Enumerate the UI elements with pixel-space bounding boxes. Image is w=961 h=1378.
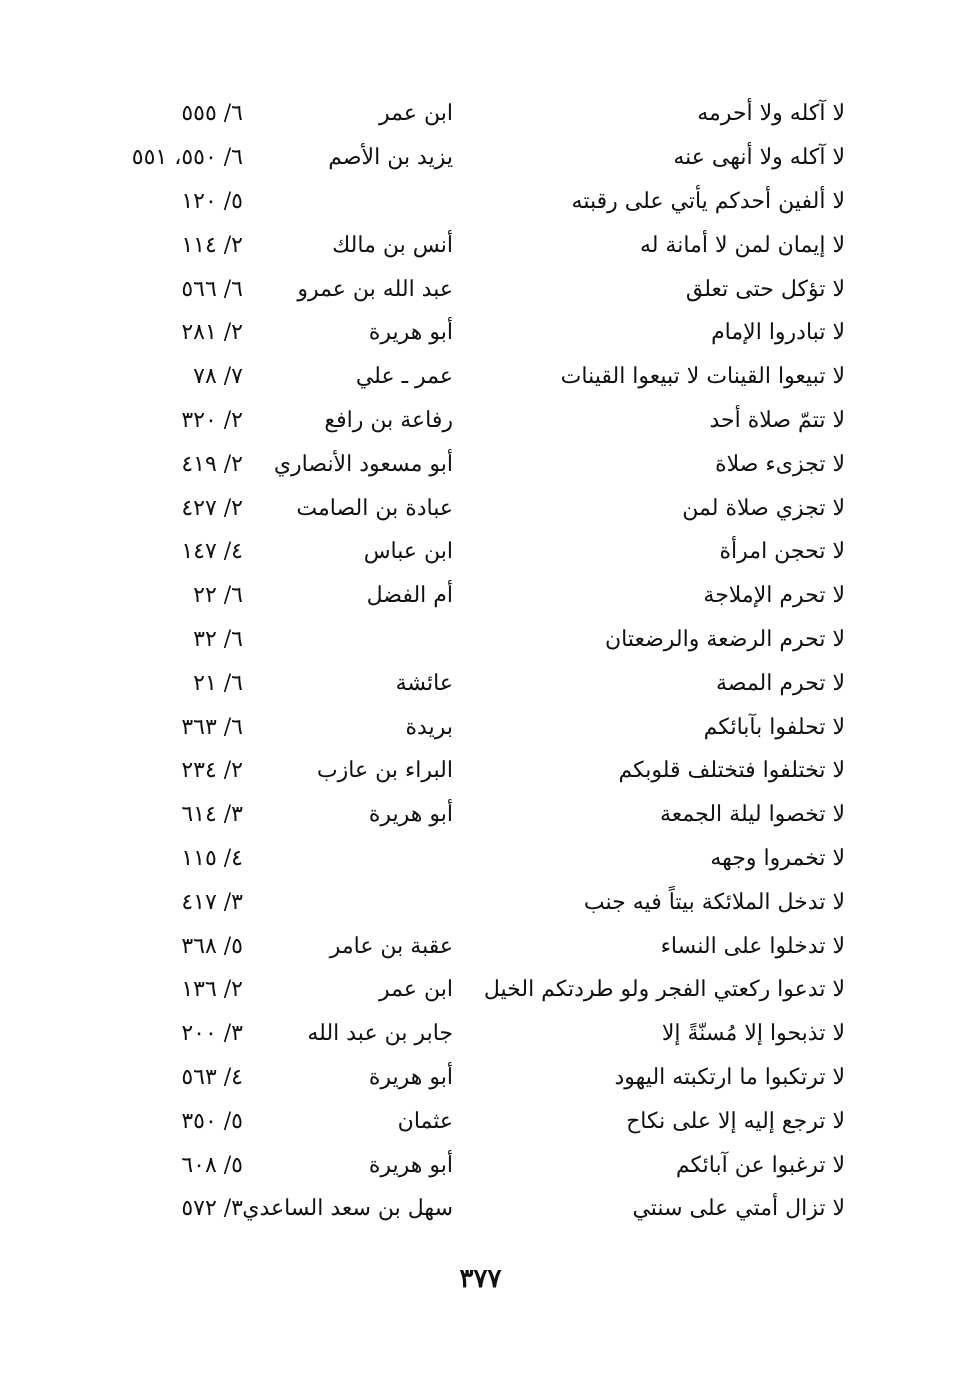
- narrator: عمر ـ علي: [355, 364, 453, 390]
- table-row: [120, 442, 845, 486]
- table-row: [120, 924, 845, 968]
- table-row: [120, 1143, 845, 1187]
- table-row: [120, 837, 845, 881]
- narrator: أبو هريرة: [368, 1152, 453, 1178]
- volume-page-ref: ٢/ ١٣٦: [181, 977, 243, 1003]
- volume-page-ref: ٥/ ٣٦٨: [181, 933, 243, 959]
- narrator: عقبة بن عامر: [329, 933, 453, 959]
- table-row: [120, 574, 845, 618]
- narrator: أم الفضل: [366, 583, 453, 609]
- table-row: [120, 267, 845, 311]
- hadith-text: لا آكله ولا أحرمه: [697, 101, 845, 127]
- table-row: [120, 180, 845, 224]
- volume-page-ref: ٣/ ٥٧٢: [181, 1196, 243, 1222]
- narrator: عائشة: [395, 670, 453, 696]
- volume-page-ref: ٤/ ٥٦٣: [181, 1064, 243, 1090]
- hadith-text: لا تدخلوا على النساء: [660, 933, 845, 959]
- hadith-text: لا تؤكل حتى تعلق: [685, 276, 845, 302]
- table-row: [120, 136, 845, 180]
- volume-page-ref: ٣/ ٢٠٠: [181, 1021, 243, 1047]
- narrator: عبادة بن الصامت: [296, 495, 453, 521]
- hadith-text: لا إيمان لمن لا أمانة له: [639, 232, 845, 258]
- hadith-text: لا ترتكبوا ما ارتكبته اليهود: [614, 1064, 845, 1090]
- volume-page-ref: ٢/ ١١٤: [181, 232, 243, 258]
- volume-page-ref: ٣/ ٤١٧: [181, 889, 243, 915]
- hadith-text: لا تخصوا ليلة الجمعة: [660, 802, 845, 828]
- hadith-text: لا تدعوا ركعتي الفجر ولو طردتكم الخيل: [483, 977, 845, 1003]
- volume-page-ref: ٦/ ٣٢: [193, 626, 243, 652]
- hadith-text: لا ترجع إليه إلا على نكاح: [626, 1108, 845, 1134]
- volume-page-ref: ٦/ ٥٦٦: [181, 276, 243, 302]
- table-row: [120, 618, 845, 662]
- volume-page-ref: ٦/ ٣٦٣: [181, 714, 243, 740]
- table-row: [120, 486, 845, 530]
- table-row: [120, 399, 845, 443]
- volume-page-ref: ٢/ ٤٢٧: [181, 495, 243, 521]
- hadith-text: لا تجزي صلاة لمن: [682, 495, 845, 521]
- hadith-text: لا تتمّ صلاة أحد: [709, 407, 845, 433]
- narrator: ابن عباس: [363, 539, 453, 565]
- volume-page-ref: ٧/ ٧٨: [193, 364, 243, 390]
- hadith-text: لا تحرم الإملاجة: [703, 583, 845, 609]
- table-row: [120, 1056, 845, 1100]
- table-row: [120, 1187, 845, 1231]
- page-number: ٣٧٧: [459, 1264, 502, 1294]
- hadith-text: لا تحلفوا بآبائكم: [703, 714, 845, 740]
- table-row: [120, 530, 845, 574]
- hadith-text: لا تدخل الملائكة بيتاً فيه جنب: [583, 889, 845, 915]
- table-row: [120, 92, 845, 136]
- volume-page-ref: ٢/ ٢٨١: [181, 320, 243, 346]
- table-row: [120, 1099, 845, 1143]
- narrator: ابن عمر: [379, 101, 453, 127]
- volume-page-ref: ٦/ ٥٥٥: [181, 101, 243, 127]
- hadith-text: لا ترغبوا عن آبائكم: [675, 1152, 845, 1178]
- narrator: أبو هريرة: [368, 802, 453, 828]
- table-row: [120, 968, 845, 1012]
- volume-page-ref: ٢/ ٤١٩: [181, 451, 243, 477]
- volume-page-ref: ٦/ ٥٥٠، ٥٥١: [131, 145, 243, 171]
- table-row: [120, 880, 845, 924]
- table-row: [120, 311, 845, 355]
- volume-page-ref: ٢/ ٣٢٠: [181, 407, 243, 433]
- hadith-text: لا تخمروا وجهه: [710, 845, 845, 871]
- narrator: رفاعة بن رافع: [324, 407, 453, 433]
- hadith-text: لا تبادروا الإمام: [711, 320, 845, 346]
- narrator: أبو هريرة: [368, 320, 453, 346]
- volume-page-ref: ٥/ ٣٥٠: [181, 1108, 243, 1134]
- hadith-text: لا تختلفوا فتختلف قلوبكم: [618, 758, 845, 784]
- table-row: [120, 705, 845, 749]
- narrator: ابن عمر: [379, 977, 453, 1003]
- narrator: يزيد بن الأصم: [328, 145, 453, 171]
- hadith-text: لا ألفين أحدكم يأتي على رقبته: [571, 188, 845, 214]
- volume-page-ref: ٣/ ٦١٤: [181, 802, 243, 828]
- hadith-text: لا تزال أمتي على سنتي: [632, 1196, 845, 1222]
- narrator: البراء بن عازب: [316, 758, 453, 784]
- hadith-text: لا تحجن امرأة: [719, 539, 845, 565]
- hadith-text: لا تذبحوا إلا مُسنّةً إلا: [661, 1021, 845, 1047]
- volume-page-ref: ٦/ ٢١: [193, 670, 243, 696]
- volume-page-ref: ٥/ ٦٠٨: [181, 1152, 243, 1178]
- table-row: [120, 1012, 845, 1056]
- hadith-text: لا تجزىء صلاة: [715, 451, 845, 477]
- hadith-text: لا آكله ولا أنهى عنه: [673, 145, 845, 171]
- volume-page-ref: ٢/ ٢٣٤: [181, 758, 243, 784]
- hadith-text: لا تبيعوا القينات لا تبيعوا القينات: [560, 364, 845, 390]
- volume-page-ref: ٤/ ١٤٧: [181, 539, 243, 565]
- volume-page-ref: ٦/ ٢٢: [193, 583, 243, 609]
- hadith-text: لا تحرم الرضعة والرضعتان: [604, 626, 845, 652]
- hadith-index-table: [120, 92, 845, 1231]
- narrator: بريدة: [405, 714, 453, 740]
- volume-page-ref: ٥/ ١٢٠: [181, 188, 243, 214]
- narrator: جابر بن عبد الله: [307, 1021, 453, 1047]
- narrator: أبو مسعود الأنصاري: [273, 451, 453, 477]
- narrator: عبد الله بن عمرو: [297, 276, 453, 302]
- table-row: [120, 355, 845, 399]
- volume-page-ref: ٤/ ١١٥: [181, 845, 243, 871]
- table-row: [120, 661, 845, 705]
- table-row: [120, 749, 845, 793]
- narrator: سهل بن سعد الساعدي: [242, 1196, 453, 1222]
- table-row: [120, 223, 845, 267]
- narrator: أنس بن مالك: [332, 232, 453, 258]
- narrator: عثمان: [397, 1108, 453, 1134]
- narrator: أبو هريرة: [368, 1064, 453, 1090]
- table-row: [120, 793, 845, 837]
- hadith-text: لا تحرم المصة: [715, 670, 845, 696]
